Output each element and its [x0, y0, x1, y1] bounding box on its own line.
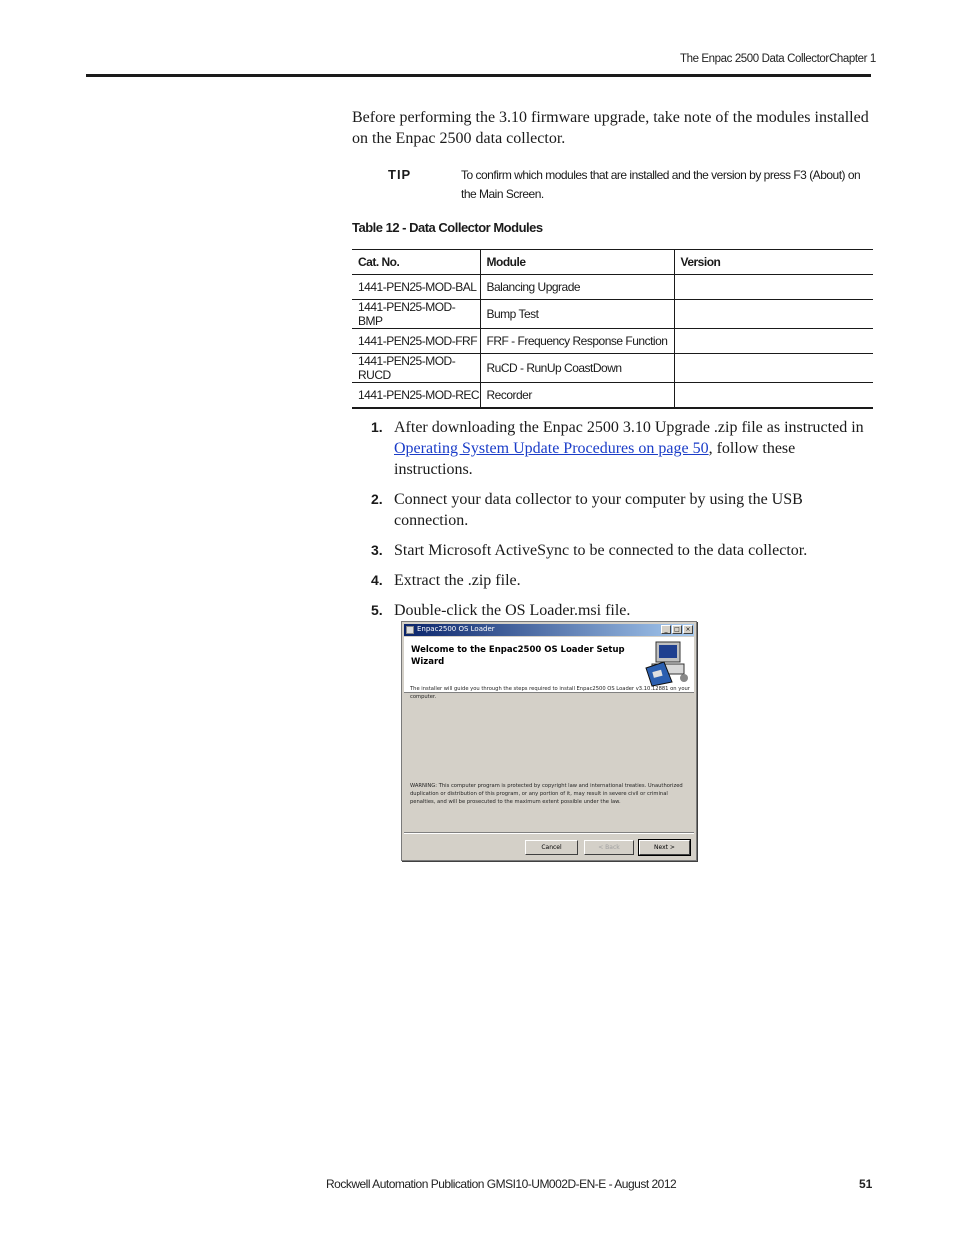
cell-version [674, 275, 873, 300]
cell-cat-no: 1441-PEN25-MOD-RUCD [352, 354, 480, 383]
step-number: 2. [371, 491, 383, 507]
dialog-heading: Welcome to the Enpac2500 OS Loader Setup Wizard [411, 645, 625, 667]
dialog-separator [404, 832, 694, 834]
cell-cat-no: 1441-PEN25-MOD-FRF [352, 329, 480, 354]
os-loader-setup-dialog [401, 621, 697, 861]
step-number: 3. [371, 542, 383, 558]
table-caption: Table 12 - Data Collector Modules [352, 220, 543, 235]
step-text: Connect your data collector to your computer by using the USB connection. [394, 491, 803, 529]
table-row [352, 300, 873, 329]
col-header-cat-no: Cat. No. [352, 250, 480, 275]
next-button[interactable]: Next > [639, 840, 690, 855]
computer-installer-icon [642, 638, 692, 690]
cell-module: RuCD - RunUp CoastDown [480, 354, 674, 383]
step-number: 5. [371, 602, 383, 618]
cell-module: FRF - Frequency Response Function [480, 329, 674, 354]
cell-version [674, 354, 873, 383]
cell-module: Recorder [480, 383, 674, 408]
cancel-button[interactable]: Cancel [525, 840, 578, 855]
table-header-row [352, 250, 873, 275]
cell-module: Balancing Upgrade [480, 275, 674, 300]
step-2 [352, 489, 877, 531]
step-text-before: After downloading the Enpac 2500 3.10 Upgrade .zip file as instructed in [394, 419, 864, 436]
intro-paragraph: Before performing the 3.10 firmware upgrade, take note of the modules installed on the Enpac 2500 data collector. [352, 109, 869, 147]
tip-text: To confirm which modules that are installed and the version by press F3 (About) on the Main Screen. [461, 168, 861, 201]
dialog-warning-text: WARNING: This computer program is protected by copyright law and international treaties. Unauthorized duplication or distribution of this program, or any portion of it, may result in severe civil or criminal penalties, and will be prosecuted to the maximum extent possible under the law. [410, 783, 683, 805]
procedure-steps [352, 417, 877, 630]
running-header-chapter: Chapter 1 [829, 53, 876, 65]
cell-cat-no: 1441-PEN25-MOD-BMP [352, 300, 480, 329]
cell-version [674, 329, 873, 354]
running-header-section: The Enpac 2500 Data Collector [680, 53, 829, 65]
dialog-title: Enpac2500 OS Loader [417, 625, 495, 633]
step-3 [352, 540, 877, 561]
table-row [352, 275, 873, 300]
table-row [352, 383, 873, 408]
step-text: Start Microsoft ActiveSync to be connected to the data collector. [394, 542, 808, 559]
table-row [352, 354, 873, 383]
step-5 [352, 600, 877, 621]
step-text: Extract the .zip file. [394, 572, 521, 589]
header-rule [86, 74, 871, 77]
step-4 [352, 570, 877, 591]
cell-module: Bump Test [480, 300, 674, 329]
tip-label: TIP [388, 167, 412, 182]
col-header-version: Version [674, 250, 873, 275]
back-button[interactable]: < Back [584, 840, 634, 855]
modules-table [352, 249, 873, 409]
step-number: 4. [371, 572, 383, 588]
step-text-after: , follow these instructions. [394, 440, 796, 478]
maximize-button[interactable]: □ [672, 625, 682, 634]
installer-icon [406, 626, 414, 634]
cell-version [674, 300, 873, 329]
step-text: Double-click the OS Loader.msi file. [394, 602, 631, 619]
table-row [352, 329, 873, 354]
cell-version [674, 383, 873, 408]
cell-cat-no: 1441-PEN25-MOD-BAL [352, 275, 480, 300]
step-number: 1. [371, 419, 383, 435]
cell-cat-no: 1441-PEN25-MOD-REC [352, 383, 480, 408]
dialog-titlebar [404, 624, 694, 636]
step-1 [352, 417, 877, 480]
footer-publication: Rockwell Automation Publication GMSI10-UM002D-EN-E - August 2012 [326, 1177, 677, 1191]
col-header-module: Module [480, 250, 674, 275]
page-number: 51 [859, 1177, 873, 1191]
close-button[interactable]: × [683, 625, 693, 634]
minimize-button[interactable]: _ [661, 625, 671, 634]
os-update-procedures-link[interactable]: Operating System Update Procedures on page 50 [394, 440, 709, 457]
dialog-body-text: The installer will guide you through the steps required to install Enpac2500 OS Loader v3.10.12881 on your computer. [410, 686, 690, 700]
